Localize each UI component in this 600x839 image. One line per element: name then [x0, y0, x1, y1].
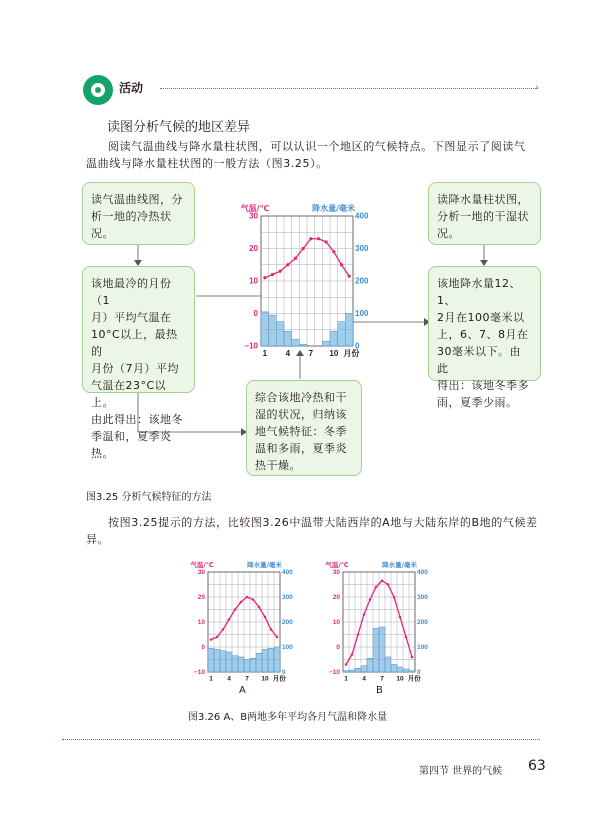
- month-tick-label: 1: [209, 675, 213, 683]
- page-number: 63: [528, 758, 546, 774]
- chart-a-label: A: [239, 685, 246, 696]
- temperature-point: [411, 656, 414, 659]
- temperature-tick-label: 30: [249, 211, 258, 221]
- month-tick-label: 1: [344, 675, 348, 683]
- exercise-paragraph: [86, 514, 546, 548]
- precipitation-tick-label: 0: [417, 669, 421, 677]
- precipitation-bar: [276, 322, 284, 346]
- temperature-point: [332, 250, 335, 253]
- temperature-point: [405, 636, 408, 639]
- month-tick-label: 10: [396, 675, 404, 683]
- month-axis-title: 月份: [343, 349, 360, 358]
- precipitation-bar: [232, 656, 238, 672]
- temperature-point: [276, 636, 279, 639]
- temperature-point: [309, 237, 312, 240]
- temperature-tick-label: 0: [253, 309, 258, 319]
- temperature-axis-title: 气温/℃: [190, 561, 214, 569]
- precipitation-tick-label: 300: [355, 244, 369, 254]
- temperature-point: [363, 613, 366, 616]
- precipitation-bar: [284, 331, 292, 346]
- precipitation-bar: [343, 671, 349, 672]
- temperature-point: [271, 273, 274, 276]
- precipitation-bar: [226, 652, 232, 672]
- precipitation-bar: [409, 671, 415, 672]
- temperature-tick-label: 30: [332, 569, 340, 577]
- precipitation-bar: [208, 648, 214, 672]
- box-read-temperature: [82, 182, 195, 245]
- intro-line: 温曲线与降水量柱状图的一般方法（图3.25）。: [86, 157, 328, 170]
- box-line: 30毫米以下。由此: [437, 345, 521, 375]
- temperature-point: [317, 237, 320, 240]
- box-line: 况。: [437, 227, 460, 240]
- precipitation-tick-label: 100: [355, 309, 369, 319]
- precipitation-tick-label: 300: [282, 594, 293, 602]
- temperature-point: [270, 628, 273, 631]
- month-tick-label: 7: [380, 675, 384, 683]
- temperature-tick-label: −10: [244, 341, 258, 351]
- box-line: 分析一地的干湿状: [437, 210, 529, 223]
- section-title: 读图分析气候的地区差异: [107, 120, 251, 135]
- box-line: 2月在100毫米以: [437, 311, 525, 324]
- precipitation-bar: [373, 628, 379, 672]
- precipitation-bar: [397, 667, 403, 672]
- precipitation-tick-label: 100: [282, 644, 293, 652]
- box-temperature-analysis: [82, 266, 195, 460]
- footer-section-title: 第四节 世界的气候: [419, 766, 503, 777]
- temperature-point: [351, 653, 354, 656]
- box-line: 10°C以上，最热的: [91, 328, 178, 358]
- month-axis-title: 月份: [272, 674, 286, 683]
- box-line: 地气候特征：冬季: [255, 425, 347, 438]
- box-line: 气温在23°C以上。: [91, 379, 167, 409]
- temperature-point: [228, 618, 231, 621]
- temperature-tick-label: −10: [328, 669, 340, 677]
- box-line: 读气温曲线图，分: [91, 193, 183, 206]
- temperature-point: [387, 583, 390, 586]
- temperature-tick-label: 20: [249, 244, 258, 254]
- precipitation-tick-label: 300: [417, 594, 428, 602]
- temperature-point: [294, 257, 297, 260]
- precipitation-tick-label: 0: [355, 341, 360, 351]
- precipitation-axis-title: 降水量/毫米: [247, 561, 282, 569]
- precipitation-bar: [262, 650, 268, 673]
- precipitation-bar: [214, 650, 220, 673]
- box-line: 月）平均气温在: [91, 311, 172, 324]
- box-read-precipitation: [428, 182, 541, 245]
- precipitation-tick-label: 400: [355, 211, 369, 221]
- precipitation-bar: [220, 651, 226, 672]
- month-tick-label: 4: [285, 349, 291, 358]
- temperature-point: [240, 601, 243, 604]
- temperature-point: [258, 606, 261, 609]
- climate-chart-b: [315, 556, 439, 692]
- precipitation-bar: [322, 341, 330, 346]
- precipitation-tick-label: 100: [417, 644, 428, 652]
- precipitation-bar: [330, 331, 338, 346]
- temperature-point: [345, 663, 348, 666]
- temperature-tick-label: 20: [197, 594, 205, 602]
- month-tick-label: 10: [329, 349, 339, 358]
- box-line: 该地降水量12、1、: [437, 277, 521, 307]
- box-precipitation-analysis: [428, 266, 541, 409]
- temperature-point: [210, 638, 213, 641]
- temperature-point: [234, 608, 237, 611]
- temperature-point: [340, 263, 343, 266]
- temperature-point: [302, 247, 305, 250]
- box-line: 综合该地冷热和干: [255, 391, 347, 404]
- temperature-point: [246, 596, 249, 599]
- box-line: 温和多雨，夏季炎: [255, 442, 347, 455]
- temperature-point: [279, 270, 282, 273]
- temperature-axis-title: 气温/℃: [240, 204, 270, 213]
- temperature-point: [399, 616, 402, 619]
- precipitation-bar: [238, 657, 244, 672]
- precipitation-tick-label: 400: [282, 569, 293, 577]
- precipitation-bar: [355, 668, 361, 672]
- climate-chart-a: [180, 556, 304, 692]
- box-line: 析一地的冷热状: [91, 210, 172, 223]
- precipitation-bar: [367, 658, 373, 672]
- month-tick-label: 7: [308, 349, 314, 358]
- month-tick-label: 7: [245, 675, 249, 683]
- temperature-point: [222, 628, 225, 631]
- box-line: 季温和，夏季炎热。: [91, 430, 172, 460]
- precipitation-tick-label: 200: [417, 619, 428, 627]
- exercise-line: 按图3.25提示的方法，比较图3.26中温带大陆西岸的A地与大陆东岸的B地的气候差: [108, 516, 538, 529]
- temperature-point: [375, 586, 378, 589]
- chart-b-label: B: [376, 685, 383, 696]
- precipitation-bar: [338, 322, 346, 346]
- temperature-point: [252, 598, 255, 601]
- box-line: 热干燥。: [255, 459, 301, 472]
- precipitation-bar: [403, 669, 409, 672]
- precipitation-bar: [244, 660, 250, 673]
- temperature-tick-label: 20: [332, 594, 340, 602]
- temperature-axis-title: 气温/℃: [325, 561, 349, 569]
- precipitation-bar: [349, 670, 355, 672]
- temperature-point: [393, 596, 396, 599]
- temperature-tick-label: −10: [193, 669, 205, 677]
- temperature-point: [381, 579, 384, 582]
- box-line: 况。: [91, 227, 114, 240]
- exercise-line: 异。: [86, 533, 110, 546]
- temperature-point: [369, 598, 372, 601]
- box-line: 雨，夏季少雨。: [437, 396, 518, 409]
- precipitation-tick-label: 400: [417, 569, 428, 577]
- temperature-tick-label: 0: [336, 644, 340, 652]
- precipitation-tick-label: 200: [282, 619, 293, 627]
- temperature-tick-label: 0: [201, 644, 205, 652]
- temperature-tick-label: 10: [249, 276, 258, 286]
- temperature-tick-label: 10: [332, 619, 340, 627]
- precipitation-axis-title: 降水量/毫米: [312, 204, 355, 213]
- month-axis-title: 月份: [407, 674, 421, 683]
- precipitation-bar: [299, 344, 307, 346]
- month-tick-label: 10: [261, 675, 269, 683]
- precipitation-bar: [292, 340, 300, 347]
- temperature-point: [348, 275, 351, 278]
- precipitation-bar: [261, 312, 269, 346]
- month-tick-label: 4: [362, 675, 366, 683]
- header-arrow-icon: ›: [535, 83, 539, 93]
- precipitation-tick-label: 0: [282, 669, 286, 677]
- temperature-point: [216, 636, 219, 639]
- precipitation-bar: [379, 627, 385, 672]
- temperature-tick-label: 30: [197, 569, 205, 577]
- temperature-point: [263, 276, 266, 279]
- box-line: 湿的状况，归纳该: [255, 408, 347, 421]
- box-line: 月份（7月）平均: [91, 362, 179, 375]
- precipitation-bar: [256, 653, 262, 672]
- figure-3-26-caption: 图3.26 A、B两地多年平均各月气温和降水量: [188, 712, 388, 723]
- precipitation-bar: [250, 658, 256, 672]
- temperature-point: [286, 263, 289, 266]
- temperature-point: [357, 633, 360, 636]
- precipitation-axis-title: 降水量/毫米: [382, 561, 417, 569]
- precipitation-bar: [361, 666, 367, 672]
- month-tick-label: 1: [262, 349, 268, 358]
- month-tick-label: 4: [227, 675, 231, 683]
- temperature-tick-label: 10: [197, 619, 205, 627]
- precipitation-bar: [391, 665, 397, 673]
- box-line: 读降水量柱状图，: [437, 193, 529, 206]
- figure-3-25-caption: 图3.25 分析气候特征的方法: [86, 492, 212, 503]
- precipitation-tick-label: 200: [355, 276, 369, 286]
- precipitation-bar: [385, 657, 391, 672]
- climate-chart-main: [225, 196, 385, 364]
- box-line: 该地最冷的月份（1: [91, 277, 172, 307]
- footer-divider: [62, 739, 540, 740]
- box-line: 得出：该地冬季多: [437, 379, 529, 392]
- box-line: 由此得出：该地冬: [91, 413, 183, 426]
- temperature-point: [325, 240, 328, 243]
- box-line: 上，6、7、8月在: [437, 328, 529, 341]
- activity-label: 活动: [119, 81, 144, 95]
- intro-line: 阅读气温曲线与降水量柱状图，可以认识一个地区的气候特点。下图显示了阅读气: [108, 140, 526, 153]
- precipitation-bar: [268, 648, 274, 672]
- precipitation-bar: [269, 315, 277, 346]
- temperature-point: [264, 616, 267, 619]
- box-climate-summary: [246, 380, 362, 476]
